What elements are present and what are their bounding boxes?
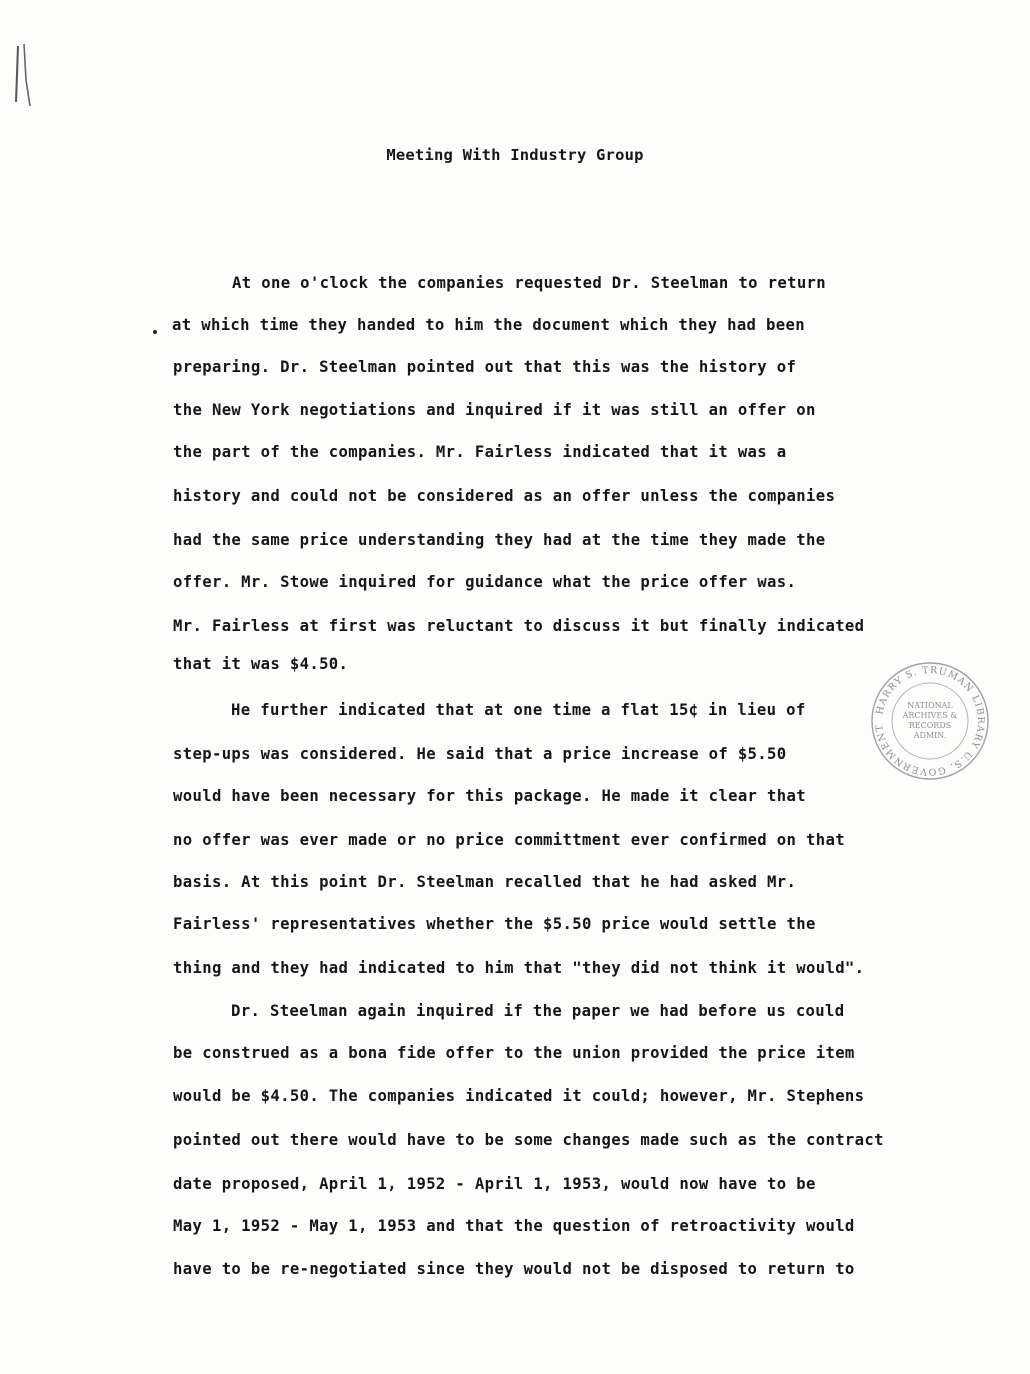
text-line: preparing. Dr. Steelman pointed out that this was the history of (173, 358, 797, 376)
text-line: offer. Mr. Stowe inquired for guidance what the price offer was. (173, 573, 797, 591)
text-line: pointed out there would have to be some changes made such as the contract (173, 1131, 884, 1149)
text-line: Fairless' representatives whether the $5.50 price would settle the (173, 915, 816, 933)
text-line: that it was $4.50. (173, 655, 349, 673)
text-line: Mr. Fairless at first was reluctant to discuss it but finally indicated (173, 617, 865, 635)
text-line: have to be re-negotiated since they would not be disposed to return to (173, 1260, 855, 1278)
text-line: would have been necessary for this package. He made it clear that (173, 787, 806, 805)
text-line: the part of the companies. Mr. Fairless indicated that it was a (173, 443, 787, 461)
text-line: would be $4.50. The companies indicated it could; however, Mr. Stephens (173, 1087, 865, 1105)
document-title: Meeting With Industry Group (386, 146, 644, 164)
text-line: had the same price understanding they had at the time they made the (173, 531, 826, 549)
text-line: He further indicated that at one time a flat 15¢ in lieu of (231, 701, 806, 719)
text-line: Dr. Steelman again inquired if the paper we had before us could (231, 1002, 845, 1020)
text-line: be construed as a bona fide offer to the union provided the price item (173, 1044, 855, 1062)
text-line: basis. At this point Dr. Steelman recalled that he had asked Mr. (173, 873, 797, 891)
stamp-center (868, 659, 992, 783)
stamp-line: ARCHIVES & (902, 711, 958, 720)
text-line: step-ups was considered. He said that a price increase of $5.50 (173, 745, 787, 763)
text-line: no offer was ever made or no price committment ever confirmed on that (173, 831, 845, 849)
stamp-ring-text: HARRY S. TRUMAN LIBRARY U.S. GOVERNMENT (873, 664, 987, 778)
text-line: At one o'clock the companies requested Dr. Steelman to return (232, 274, 827, 292)
text-line: date proposed, April 1, 1952 - April 1, 1953, would now have to be (173, 1175, 816, 1193)
text-line: history and could not be considered as an offer unless the companies (173, 487, 836, 505)
stamp-line: ADMIN. (913, 731, 947, 740)
text-line: the New York negotiations and inquired if it was still an offer on (173, 401, 816, 419)
stamp-line: NATIONAL (907, 701, 953, 710)
stamp-line: RECORDS (908, 721, 952, 730)
stray-mark (153, 330, 157, 334)
text-line: thing and they had indicated to him that "they did not think it would". (173, 959, 865, 977)
text-line: at which time they handed to him the document which they had been (172, 316, 805, 334)
text-line: May 1, 1952 - May 1, 1953 and that the question of retroactivity would (173, 1217, 855, 1235)
archive-stamp (868, 659, 992, 783)
page-edge-mark (10, 40, 40, 110)
